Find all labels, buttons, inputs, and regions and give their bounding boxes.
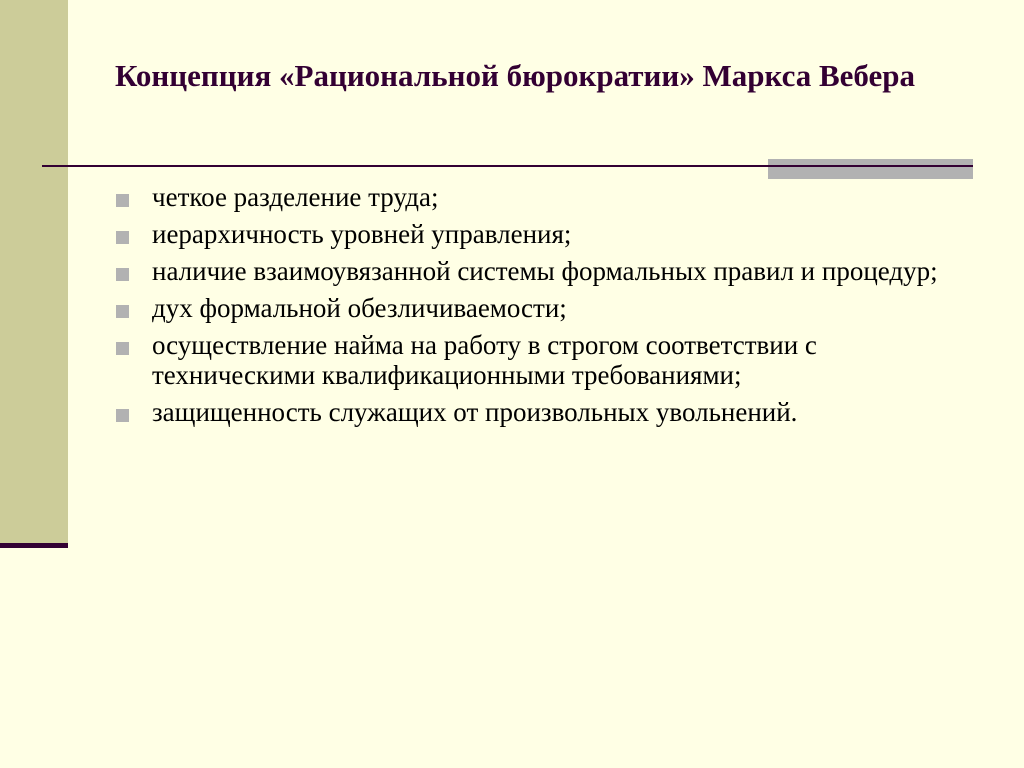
list-item-text: защищенность служащих от произвольных увольнений. xyxy=(152,397,798,427)
bullet-list xyxy=(112,182,942,434)
list-item xyxy=(112,293,942,323)
square-bullet-icon xyxy=(116,342,129,355)
square-bullet-icon xyxy=(116,305,129,318)
list-item xyxy=(112,330,942,390)
list-item-text: наличие взаимоувязанной системы формальных правил и процедур; xyxy=(152,256,938,286)
square-bullet-icon xyxy=(116,194,129,207)
list-item xyxy=(112,219,942,249)
list-item-text: осуществление найма на работу в строгом соответствии с техническими квалификационными требованиями; xyxy=(152,330,817,390)
list-item-text: иерархичность уровней управления; xyxy=(152,219,572,249)
title-rule-accent xyxy=(768,159,973,179)
list-item-text: дух формальной обезличиваемости; xyxy=(152,293,567,323)
side-bar-underline xyxy=(0,543,68,548)
list-item xyxy=(112,182,942,212)
list-item xyxy=(112,256,942,286)
square-bullet-icon xyxy=(116,409,129,422)
list-item-text: четкое разделение труда; xyxy=(152,182,439,212)
square-bullet-icon xyxy=(116,231,129,244)
slide-title: Концепция «Рациональной бюрократии» Маркса Вебера xyxy=(115,58,916,93)
square-bullet-icon xyxy=(116,268,129,281)
side-decoration-bar xyxy=(0,0,68,548)
list-item xyxy=(112,397,942,427)
title-rule-accent-line xyxy=(768,165,973,167)
